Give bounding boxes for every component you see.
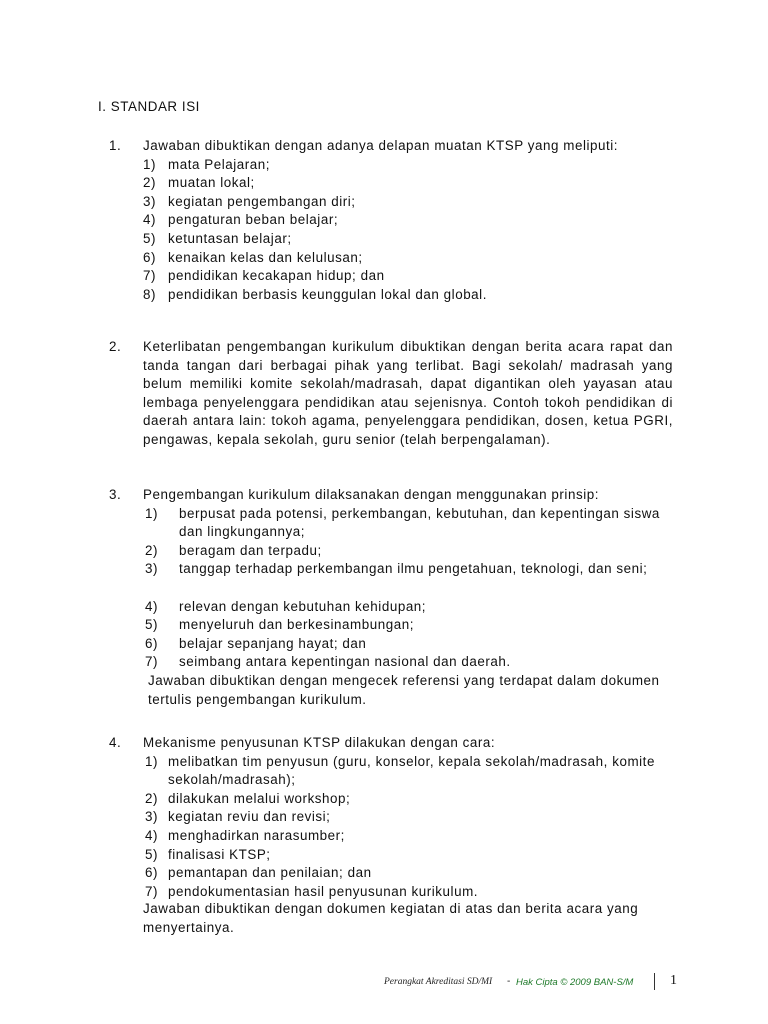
list-item — [0, 211, 768, 230]
section-paragraph: Keterlibatan pengembangan kurikulum dibuktikan dengan berita acara rapat dan tanda tangan dari berbagai pihak yang terlibat. Bagi sekolah/ madrasah yang belum memiliki komite sekolah/madrasah, dapat digantikan oleh yayasan atau lembaga penyelenggara pendidikan atau sejenisnya. Contoh tokoh pendidikan di daerah antara lain: tokoh agama, penyelenggara pendidikan, dosen, ketua PGRI, pengawas, kepala sekolah, guru senior (telah berpengalaman). — [143, 339, 673, 447]
footer-copyright: Hak Cipta © 2009 BAN-S/M — [516, 977, 634, 988]
item-text: melibatkan tim penyusun (guru, konselor, kepala sekolah/madrasah, komite sekolah/madrasah); — [168, 753, 655, 788]
item-text: belajar sepanjang hayat; dan — [179, 635, 367, 651]
item-list — [0, 505, 768, 672]
section-lead: Mekanisme penyusunan KTSP dilakukan dengan cara: — [143, 735, 496, 750]
item-number: 4) — [143, 212, 157, 228]
list-item — [0, 156, 768, 175]
item-number: 4) — [145, 827, 159, 843]
item-text: berpusat pada potensi, perkembangan, kebutuhan, dan kepentingan siswa dan lingkungannya; — [179, 505, 660, 540]
evidence-note: Jawaban dibuktikan dengan dokumen kegiatan di atas dan berita acara yang menyertainya. — [143, 901, 639, 935]
list-item — [0, 193, 768, 212]
list-item — [0, 808, 768, 827]
section-lead: Pengembangan kurikulum dilaksanakan dengan menggunakan prinsip: — [143, 487, 599, 502]
item-number: 2) — [143, 175, 157, 191]
item-list — [0, 156, 768, 305]
item-number: 7) — [145, 654, 159, 670]
list-item — [0, 883, 768, 902]
list-item — [0, 790, 768, 809]
item-number: 2) — [145, 790, 159, 806]
list-item — [0, 267, 768, 286]
item-number: 1) — [143, 156, 157, 172]
list-item — [0, 560, 768, 597]
list-section-3 — [0, 486, 768, 706]
list-item — [0, 598, 768, 617]
list-section-4 — [0, 734, 768, 944]
item-text: pendidikan kecakapan hidup; dan — [168, 268, 385, 284]
item-number: 6) — [143, 249, 157, 265]
section-heading: I. STANDAR ISI — [98, 99, 200, 114]
item-number: 7) — [143, 268, 157, 284]
footer-document-title: Perangkat Akreditasi SD/MI — [384, 977, 493, 987]
item-number: 1) — [145, 753, 159, 769]
item-text: tanggap terhadap perkembangan ilmu pengetahuan, teknologi, dan seni; — [179, 561, 648, 577]
item-number: 5) — [145, 617, 159, 633]
section-number: 1. — [109, 138, 122, 153]
list-item — [0, 846, 768, 865]
item-text: ketuntasan belajar; — [168, 230, 292, 246]
list-item — [0, 249, 768, 268]
item-number: 7) — [145, 883, 159, 899]
page-footer — [0, 972, 768, 992]
item-number: 1) — [145, 505, 159, 521]
footer-divider — [654, 973, 655, 990]
section-number: 3. — [109, 487, 122, 502]
section-number: 4. — [109, 735, 122, 750]
item-text: pendidikan berbasis keunggulan lokal dan global. — [168, 286, 487, 302]
list-item — [0, 864, 768, 883]
item-number: 2) — [145, 542, 159, 558]
item-text: dilakukan melalui workshop; — [168, 790, 351, 806]
item-text: menghadirkan narasumber; — [168, 827, 345, 843]
item-text: kenaikan kelas dan kelulusan; — [168, 249, 363, 265]
item-number: 8) — [143, 286, 157, 302]
item-number: 6) — [145, 635, 159, 651]
item-text: pemantapan dan penilaian; dan — [168, 865, 372, 881]
item-number: 3) — [143, 193, 157, 209]
list-item — [0, 230, 768, 249]
list-item — [0, 616, 768, 635]
item-text: pendokumentasian hasil penyusunan kurikulum. — [168, 883, 479, 899]
item-text: finalisasi KTSP; — [168, 846, 271, 862]
item-text: relevan dengan kebutuhan kehidupan; — [179, 598, 427, 614]
footer-separator: - — [507, 976, 511, 987]
page-number: 1 — [670, 973, 677, 988]
item-text: beragam dan terpadu; — [179, 542, 322, 558]
list-item — [0, 653, 768, 672]
list-item — [0, 174, 768, 193]
item-text: mata Pelajaran; — [168, 156, 271, 172]
list-item — [0, 505, 768, 542]
item-text: menyeluruh dan berkesinambungan; — [179, 617, 414, 633]
section-lead: Jawaban dibuktikan dengan adanya delapan muatan KTSP yang meliputi: — [143, 138, 619, 153]
evidence-note: Jawaban dibuktikan dengan mengecek referensi yang terdapat dalam dokumen tertulis pengembangan kurikulum. — [148, 673, 660, 707]
item-text: seimbang antara kepentingan nasional dan daerah. — [179, 654, 511, 670]
item-text: pengaturan beban belajar; — [168, 212, 339, 228]
list-item — [0, 753, 768, 790]
item-number: 6) — [145, 865, 159, 881]
section-number: 2. — [109, 339, 122, 354]
item-list — [0, 753, 768, 902]
item-number: 5) — [145, 846, 159, 862]
list-section-1 — [0, 137, 768, 307]
list-item — [0, 542, 768, 561]
item-text: kegiatan pengembangan diri; — [168, 193, 356, 209]
item-number: 3) — [145, 809, 159, 825]
item-number: 5) — [143, 230, 157, 246]
list-item — [0, 286, 768, 305]
item-number: 4) — [145, 598, 159, 614]
item-number: 3) — [145, 561, 159, 577]
item-text: kegiatan reviu dan revisi; — [168, 809, 331, 825]
list-item — [0, 827, 768, 846]
item-text: muatan lokal; — [168, 175, 255, 191]
list-item — [0, 635, 768, 654]
list-section-2 — [0, 338, 768, 458]
